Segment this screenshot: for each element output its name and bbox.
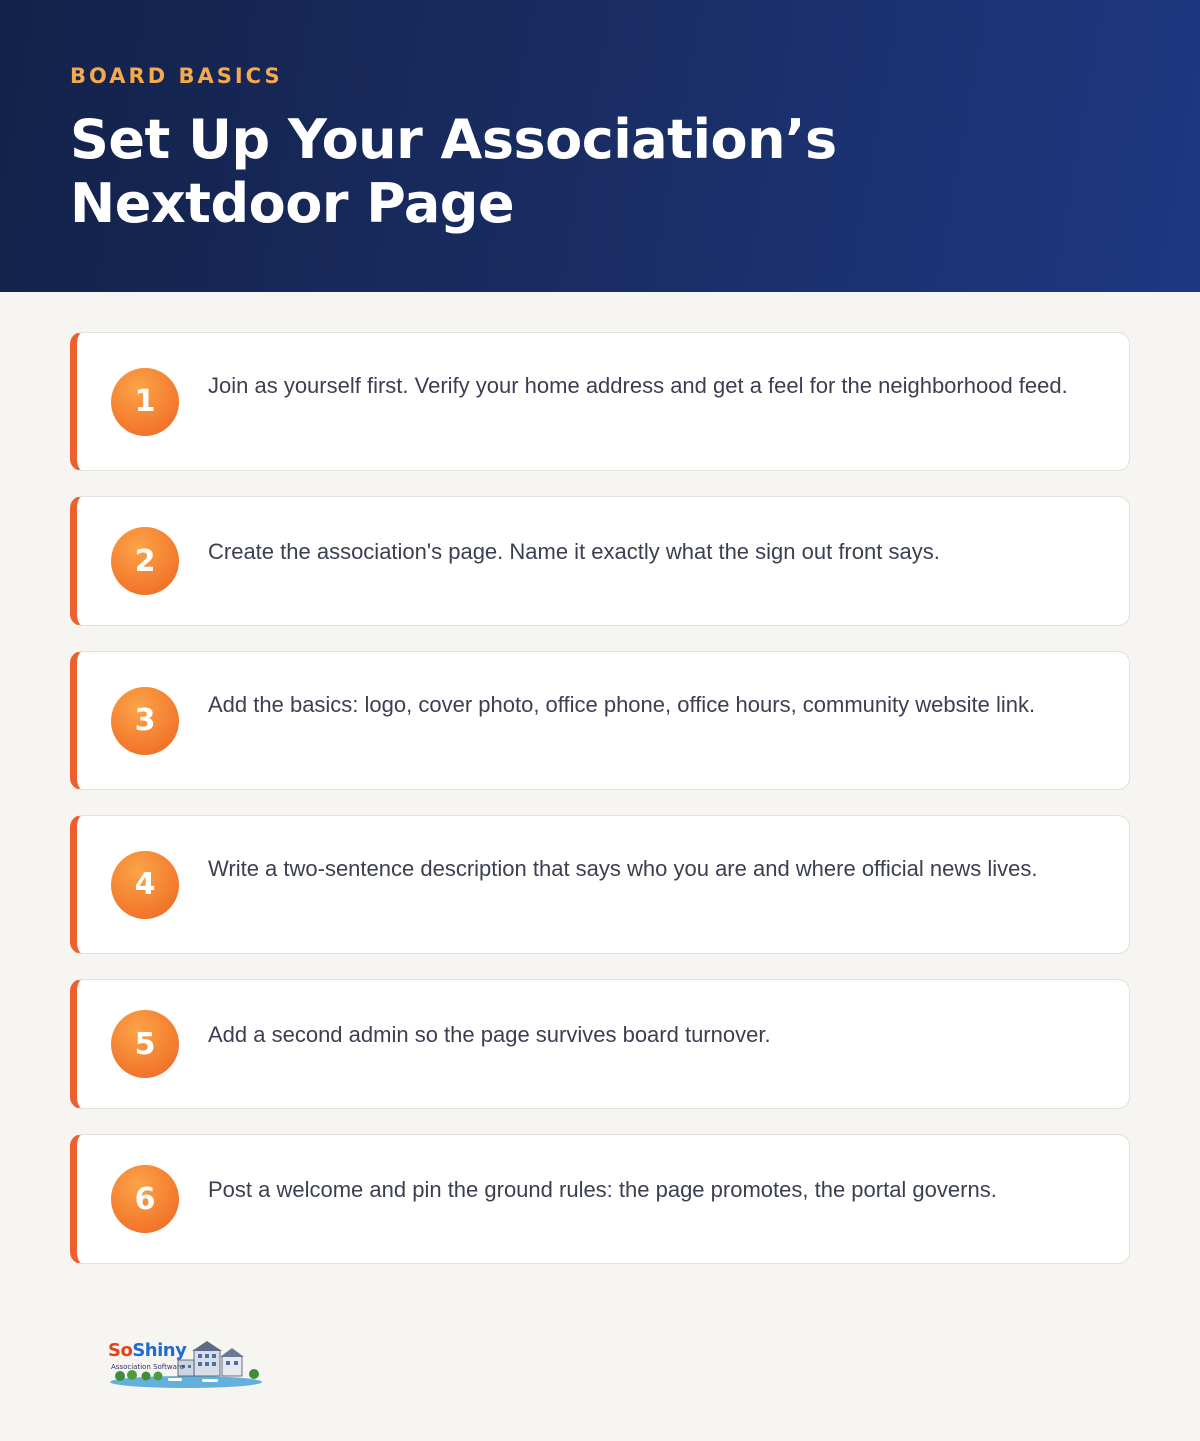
- step-text: Add a second admin so the page survives board turnover.: [208, 1022, 771, 1047]
- step-card-5: [70, 979, 1130, 1109]
- step-number-badge: 5: [111, 1010, 179, 1078]
- step-text: Join as yourself first. Verify your home address and get a feel for the neighborhood feed.: [208, 373, 1068, 398]
- step-number-badge: 4: [111, 851, 179, 919]
- header-banner: [0, 0, 1200, 292]
- step-number-badge: 2: [111, 527, 179, 595]
- step-text: Write a two-sentence description that says who you are and where official news lives.: [208, 856, 1038, 881]
- step-card-1: [70, 332, 1130, 471]
- step-number-badge: 1: [111, 368, 179, 436]
- soshiny-logo: [106, 1338, 264, 1390]
- step-card-2: [70, 496, 1130, 626]
- step-number-badge: 6: [111, 1165, 179, 1233]
- logo-wordmark: SoShiny: [108, 1340, 187, 1361]
- eyebrow-label: BOARD BASICS: [70, 64, 283, 88]
- steps-list: [70, 332, 1130, 1289]
- page-title: Set Up Your Association’s Nextdoor Page: [70, 108, 837, 235]
- logo-tagline: Association Software: [111, 1363, 184, 1371]
- step-text: Post a welcome and pin the ground rules: the page promotes, the portal governs.: [208, 1177, 997, 1202]
- step-card-6: [70, 1134, 1130, 1264]
- step-number-badge: 3: [111, 687, 179, 755]
- step-card-4: [70, 815, 1130, 954]
- step-card-3: [70, 651, 1130, 790]
- step-text: Create the association's page. Name it exactly what the sign out front says.: [208, 539, 940, 564]
- step-text: Add the basics: logo, cover photo, office phone, office hours, community website link.: [208, 692, 1036, 717]
